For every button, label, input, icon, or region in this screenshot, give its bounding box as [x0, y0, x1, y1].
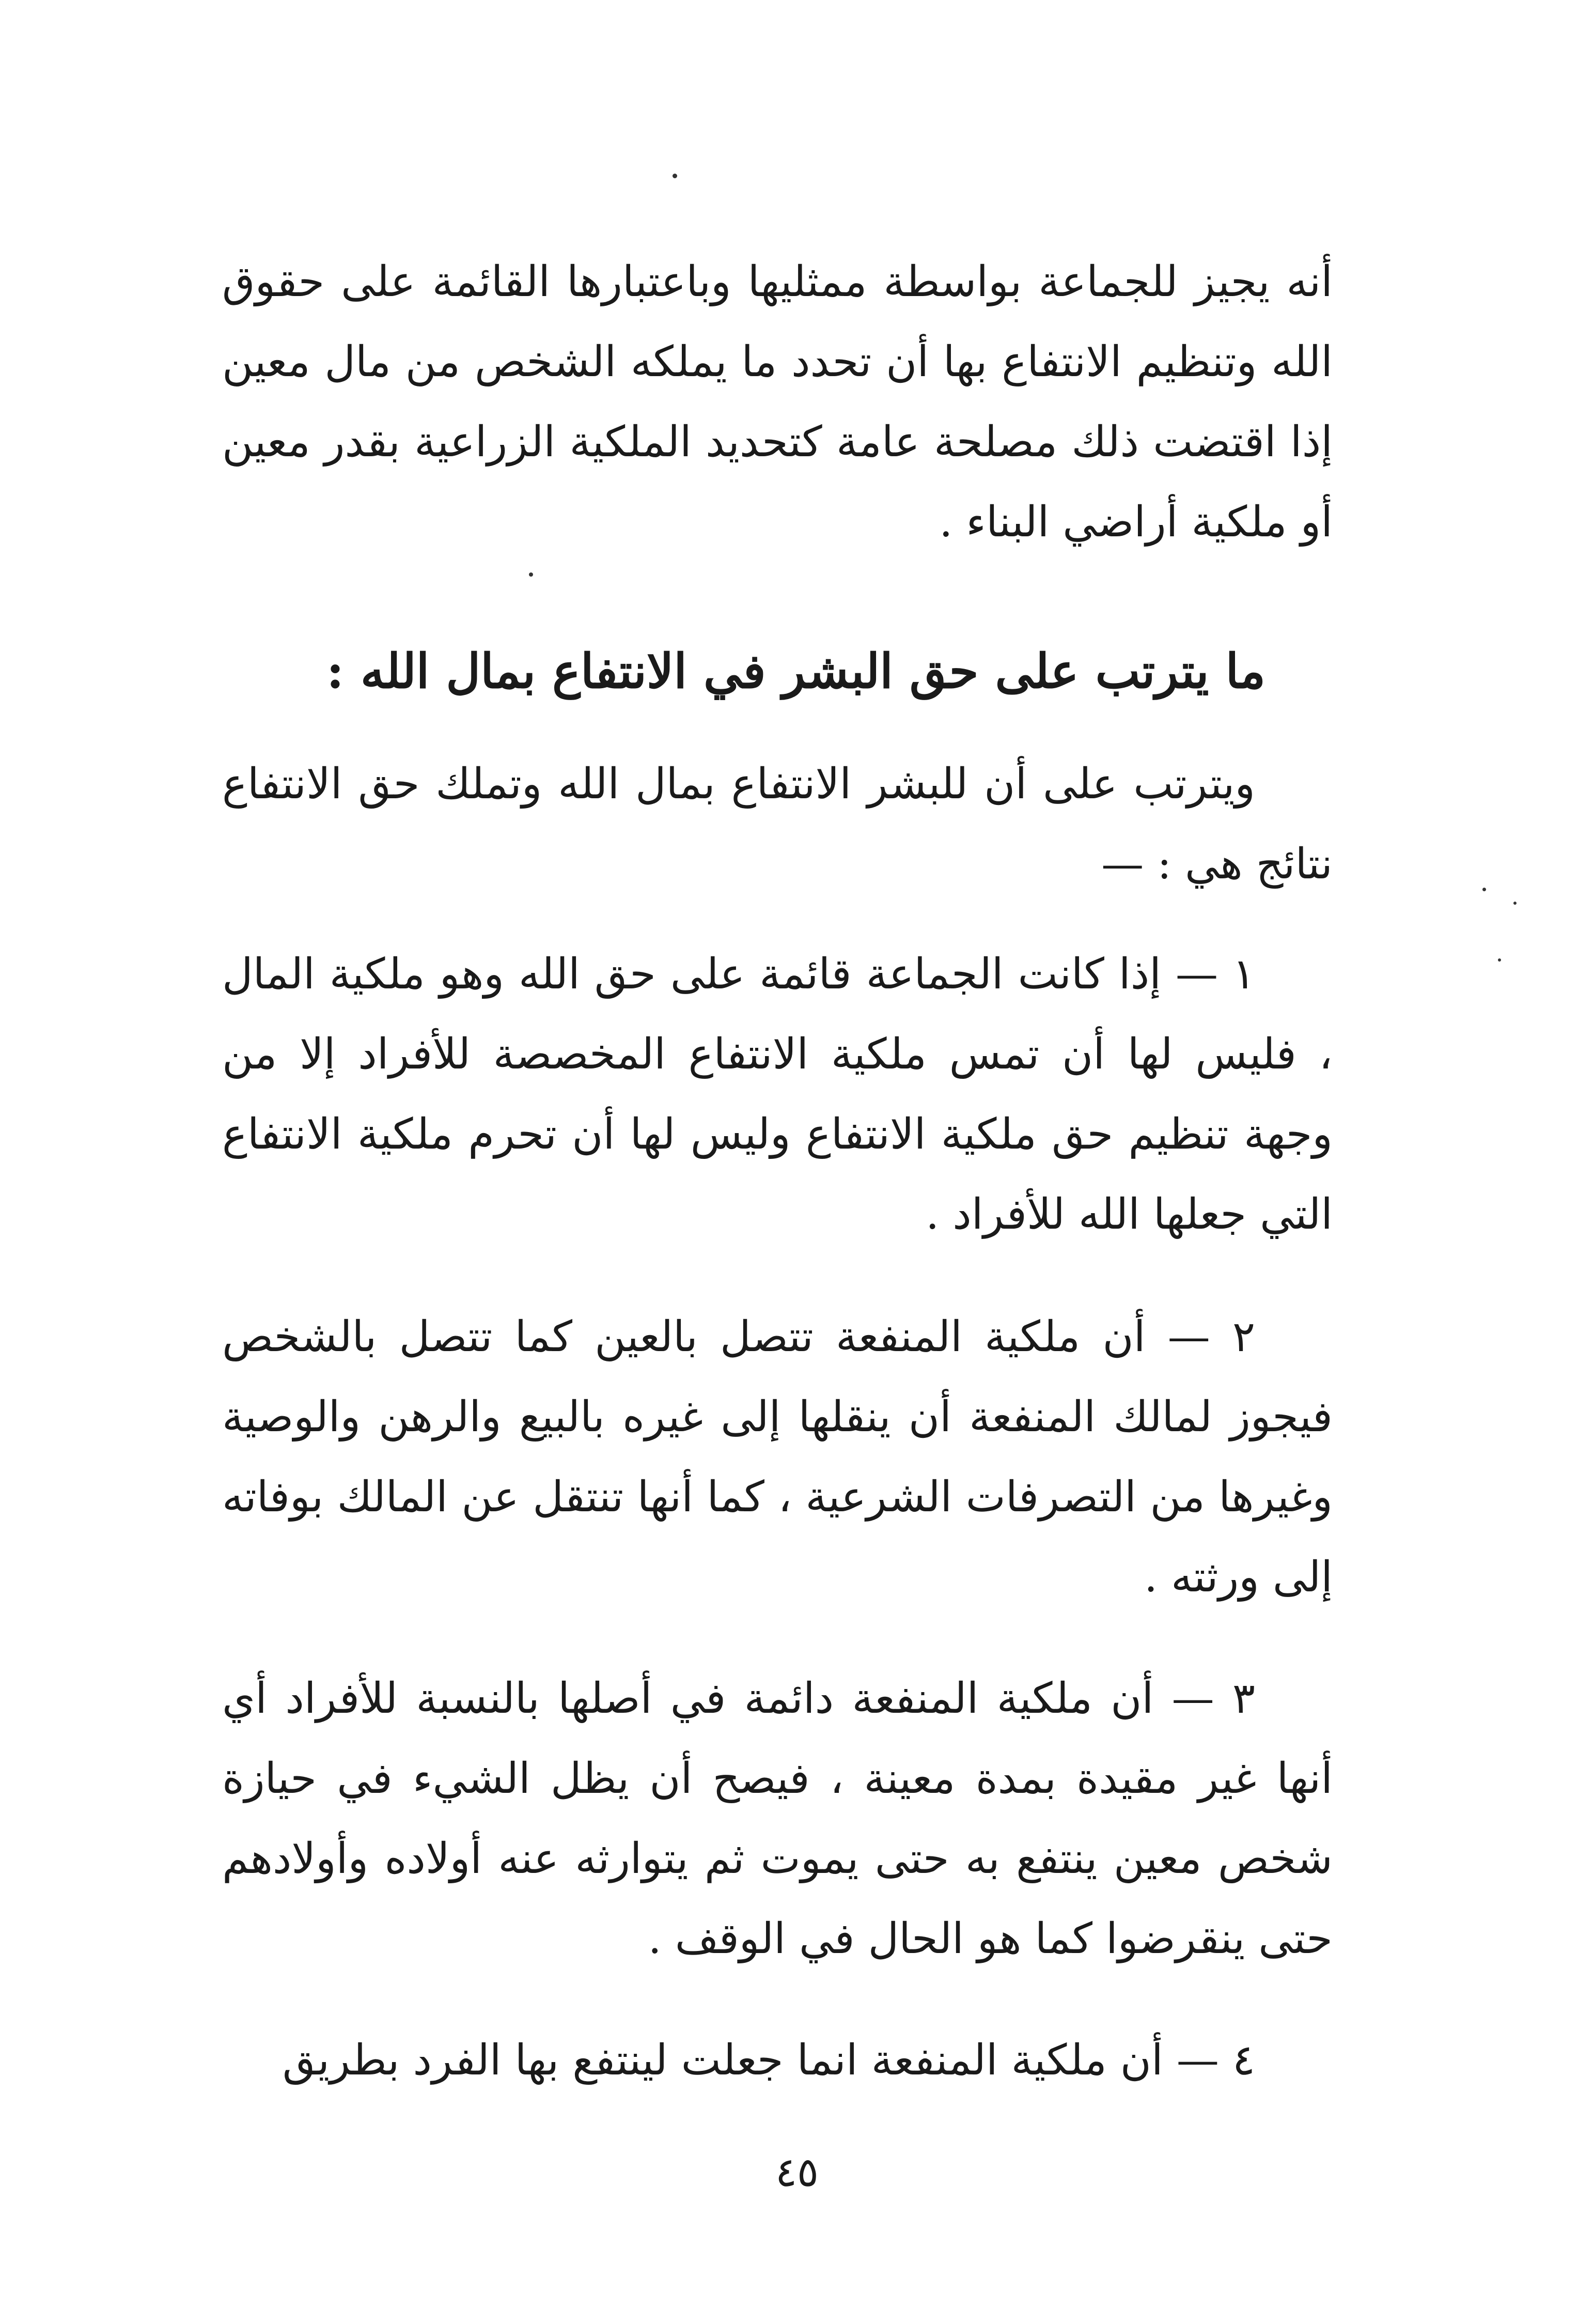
page-number: ٤٥: [775, 2149, 819, 2196]
list-item-1: ١ — إذا كانت الجماعة قائمة على حق الله وهو ملكية المال ، فليس لها أن تمس ملكية الانتفاع المخصصة للأفراد إلا من وجهة تنظيم حق ملكية الانتفاع وليس لها أن تحرم ملكية الانتفاع التي جعلها الله للأفراد .: [222, 950, 1333, 1239]
scan-speck: [1498, 958, 1501, 962]
scan-speck: [1482, 888, 1486, 891]
scan-speck: [1513, 902, 1517, 905]
paragraph-intro: أنه يجيز للجماعة بواسطة ممثليها وباعتبارها القائمة على حقوق الله وتنظيم الانتفاع بها أن تحدد ما يملكه الشخص من مال معين إذا اقتضت ذلك مصلحة عامة كتحديد الملكية الزراعية بقدر معين أو ملكية أراضي البناء .: [222, 257, 1333, 547]
list-item-3: ٣ — أن ملكية المنفعة دائمة في أصلها بالنسبة للأفراد أي أنها غير مقيدة بمدة معينة ، فيصح أن يظل الشيء في حيازة شخص معين ينتفع به حتى يموت ثم يتوارثه عنه أولاده وأولادهم حتى ينقرضوا كما هو الحال في الوقف .: [222, 1674, 1333, 1963]
scan-speck: [673, 174, 677, 178]
list-item-2: ٢ — أن ملكية المنفعة تتصل بالعين كما تتصل بالشخص فيجوز لمالك المنفعة أن ينقلها إلى غيره بالبيع والرهن والوصية وغيرها من التصرفات الشرعية ، كما أنها تنتقل عن المالك بوفاته إلى ورثته .: [222, 1312, 1333, 1602]
paragraph-results: ويترتب على أن للبشر الانتفاع بمال الله وتملك حق الانتفاع نتائج هي : —: [222, 760, 1333, 889]
section-heading: ما يترتب على حق البشر في الانتفاع بمال الله :: [326, 643, 1265, 699]
list-item-4: ٤ — أن ملكية المنفعة انما جعلت لينتفع بها الفرد بطريق: [282, 2036, 1255, 2085]
scan-speck: [529, 572, 533, 577]
